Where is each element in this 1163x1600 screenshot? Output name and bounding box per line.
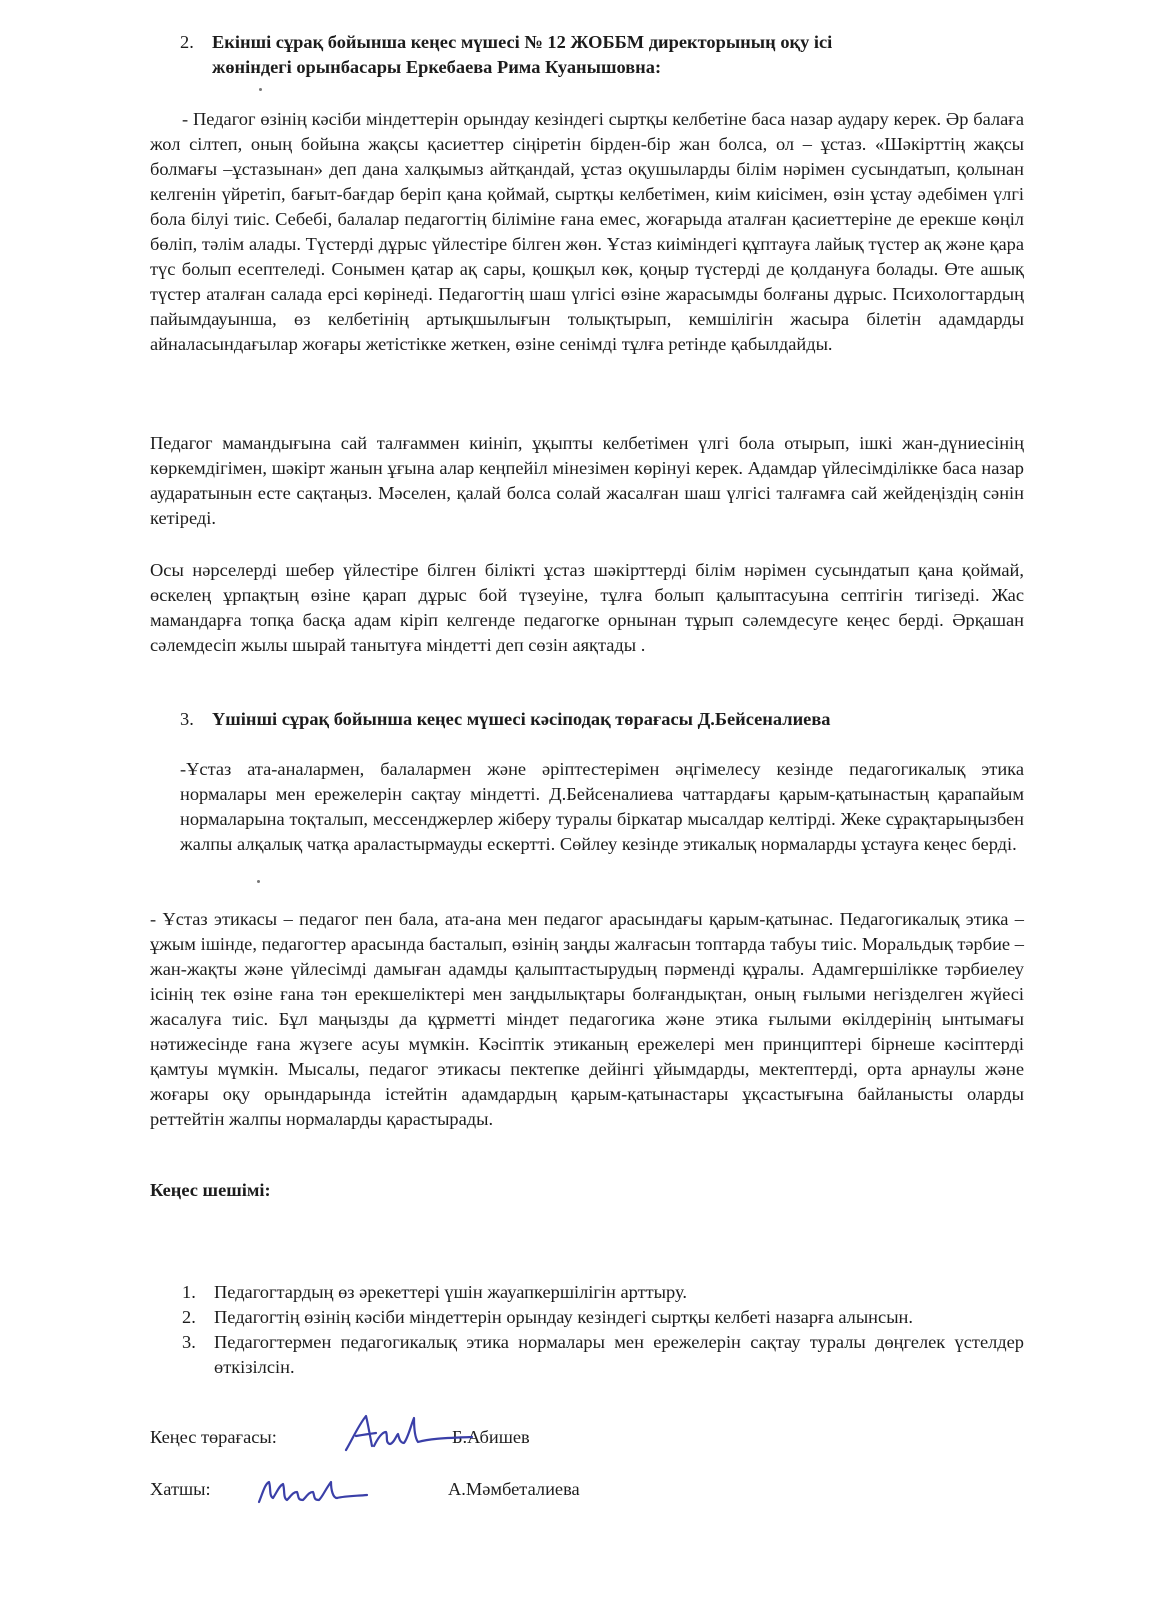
section2-paragraph-2: Педагог мамандығына сай талғаммен киініп, ұқыпты келбетімен үлгі бола отырып, ішкі жан-дүниесінің көркемдігімен, шәкірт жанын ұғына алар кеңпейіл мінезімен көрінуі керек. Адамдар үйлесімділікке баса назар аударатынын есте сақтаңыз. Мәселен, қалай болса солай жасалған шаш үлгісі талғамға сай жейдеңіздің сәнін кетіреді. [150, 433, 1024, 528]
section3-paragraph-2: - Ұстаз этикасы – педагог пен бала, ата-ана мен педагог арасындағы қарым-қатынас. Педагогикалық этика – ұжым ішінде, педагогтер арасында басталып, өзінің заңды жалғасын топтарда табуы тиіс. Моральдық тәрбие – жан-жақты және үйлесімді дамыған адамды қалыптастырудың пәрменді құралы. Адамгершілікке тәрбиелеу ісінің тек өзіне ғана тән ерекшеліктері мен заңдылықтары болғандықтан, оның ғылыми негізделген жүйесі жасалуға тиіс. Бұл маңызды да құрметті міндет педагогика және этика ғылыми өкілдерінің ынтымағы нәтижесінде ғана жүзеге асуы мүмкін. Кәсіптік этиканың ережелері мен принциптері бірнеше кәсіптерді қамтуы мүмкін. Мысалы, педагог этикасы пектепке дейінгі ұйымдарды, мектептерді, орта арнаулы және жоғары оқу орындарында істейтін адамдардың қарым-қатынастары ұқсастығына байланысты оларды реттейтін жалпы нормаларды қарастырады. [150, 909, 1024, 1129]
section3-heading [180, 707, 1024, 732]
chairman-signature-stroke [346, 1416, 472, 1450]
section3-paragraph-1: -Ұстаз ата-аналармен, балалармен және әріптестерімен әңгімелесу кезінде педагогикалық этика нормалары мен ережелерін сақтау міндетті. Д.Бейсеналиева чаттардағы қарым-қатынастың қарапайым нормаларына тоқталып, мессенджерлер жіберу туралы біркатар мысалдар келтірді. Жеке сұрақтарыңызбен жалпы алқалық чатқа араластырмауды ескертті. Сөйлеу кезінде этикалық нормаларды ұстауға кеңес берді. [180, 759, 1024, 854]
decision-list [182, 1280, 1024, 1380]
secretary-signature-row [150, 1477, 750, 1517]
section2-title-line1: Екінші сұрақ бойынша кеңес мүшесі № 12 ЖОББМ директорының оқу ісі [212, 32, 833, 52]
chairman-handwritten-signature [338, 1410, 478, 1458]
section2-paragraph-1: - Педагог өзінің кәсіби міндеттерін орындау кезіндегі сыртқы келбетіне баса назар аудару керек. Әр балаға жол сілтеп, оның бойына жақсы қасиеттер сіңіретін бірден-бір жан болса, ол – ұстаз. «Шәкірттің жақсы болмағы –ұстазынан» деп дана халқымыз айтқандай, ұстаз оқушыларды білім нәрімен сусындатып, қолынан келгенін үйретіп, бағыт-бағдар беріп қана қоймай, сыртқы келбетімен, киім киісімен, өзін ұстау әдебімен үлгі бола білуі тиіс. Себебі, балалар педагогтің біліміне ғана емес, жоғарыда аталған қасиеттеріне де ерекше көңіл бөліп, тәлім алады. Түстерді дұрыс үйлестіре білген жөн. Ұстаз киіміндегі құптауға лайық түстер ақ және қара түс болып есептеледі. Сонымен қатар ақ сары, қошқыл көк, қоңыр түстерді де қолдануға болады. Өте ашық түстер аталған салада ерсі көрінеді. Педагогтің шаш үлгісі өзіне жарасымды болғаны дұрыс. Психологтардың пайымдауынша, өз келбетінің артықшылығын толықтырып, кемшілігін жасыра білетін адамдарды айналасындағылар жоғары жетістікке жеткен, өзіне сенімді тұлға ретінде қабылдайды. [150, 109, 1024, 354]
decision-item-2: 2. Педагогтің өзінің кәсіби міндеттерін орындау кезіндегі сыртқы келбеті назарға алынсын. [182, 1307, 913, 1327]
decision-item-1: 1. Педагогтардың өз әрекеттері үшін жауапкершілігін арттыру. [182, 1282, 687, 1302]
secretary-signature-stroke [259, 1482, 367, 1502]
section2-number: 2. [180, 32, 194, 52]
scan-speck [259, 88, 262, 91]
section2-heading [180, 30, 1024, 80]
scan-speck [257, 880, 260, 883]
secretary-label: Хатшы: [150, 1479, 211, 1499]
chairman-label: Кеңес төрағасы: [150, 1427, 277, 1447]
section3-title: Үшінші сұрақ бойынша кеңес мүшесі кәсіподақ төрағасы Д.Бейсеналиева [212, 709, 831, 729]
secretary-handwritten-signature [255, 1470, 375, 1510]
secretary-name: А.Мәмбеталиева [448, 1479, 580, 1499]
section3-number: 3. [180, 709, 194, 729]
decision-title: Кеңес шешімі: [150, 1180, 271, 1200]
chairman-name: Б.Абишев [452, 1427, 530, 1447]
section2-title-line2: жөніндегі орынбасары Еркебаева Рима Куанышовна: [212, 57, 662, 77]
decision-item-3: 3. Педагогтермен педагогикалық этика нормалары мен ережелерін сақтау туралы дөңгелек үстелдер өткізілсін. [182, 1332, 1024, 1377]
section2-paragraph-3: Осы нәрселерді шебер үйлестіре білген білікті ұстаз шәкірттерді білім нәрімен сусындатып қана қоймай, өскелең ұрпақтың өзіне қарап дұрыс бой түзеуіне, тұлға болып қалыптасуына септігін тигізеді. Жас мамандарға топқа басқа адам кіріп келгенде педагогке орнынан тұрып сәлемдесуге кеңес берді. Әрқашан сәлемдесіп жылы шырай танытуға міндетті деп сөзін аяқтады . [150, 560, 1024, 655]
